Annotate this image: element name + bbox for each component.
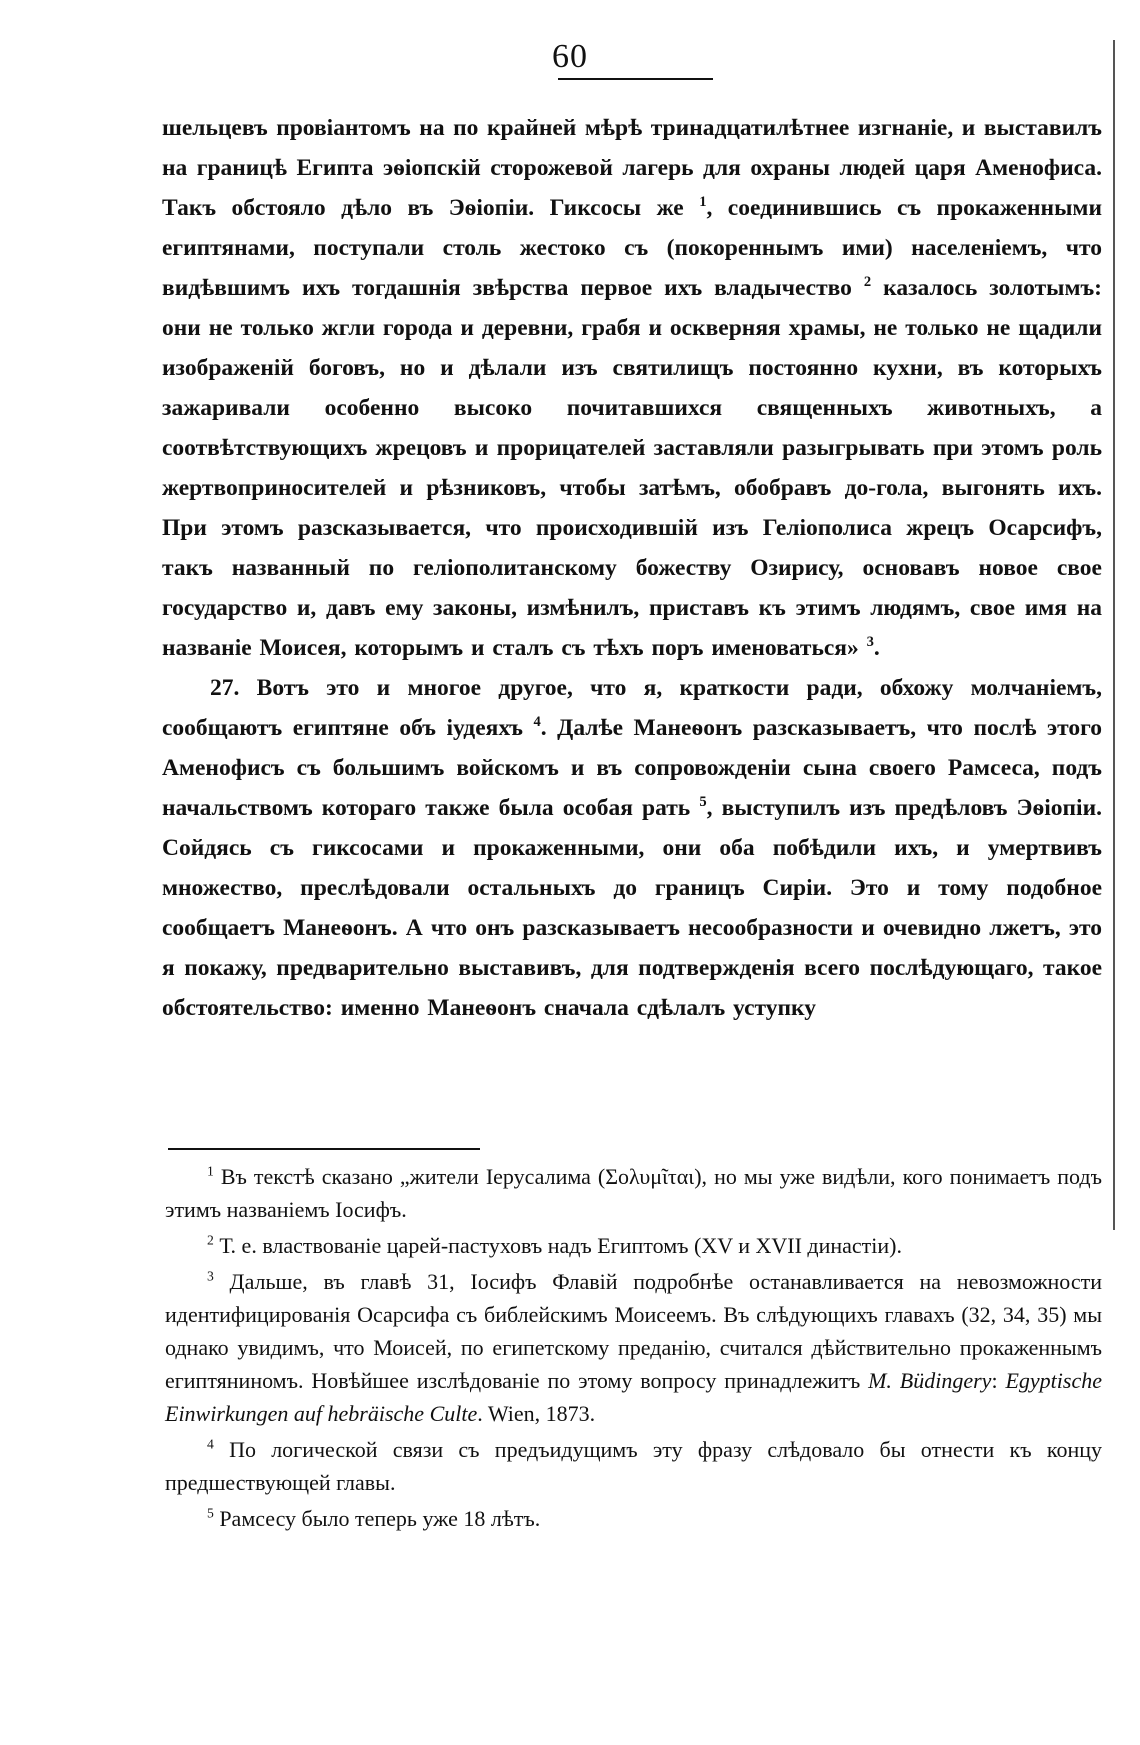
- text-run: Въ текстѣ сказано „жители Іерусалима (Σολυμῖται), но мы уже видѣли, кого понимаетъ подъ этимъ названіемъ Іосифъ.: [165, 1164, 1102, 1222]
- footnote-marker: 1: [207, 1163, 214, 1179]
- text-run: По логической связи съ предъидущимъ эту фразу слѣдовало бы отнести къ концу предшествующей главы.: [165, 1437, 1102, 1495]
- text-run: , выступилъ изъ предѣловъ Эѳіопіи. Сойдясь съ гиксосами и прокаженными, они оба побѣдили ихъ, и умертвивъ множество, преслѣдовали остальныхъ до границъ Сиріи. Это и тому подобное сообщаетъ Манеѳонъ. А что онъ разсказываетъ несообразности и очевидно лжетъ, это я покажу, предварительно выставивъ, для подтвержденія всего послѣдующаго, такое обстоятельство: именно Манеѳонъ сначала сдѣлалъ уступку: [162, 795, 1102, 1021]
- text-run: 27. Вотъ это и многое другое, что я, краткости ради, обхожу молчаніемъ, сообщаютъ египтяне объ іудеяхъ: [162, 675, 1102, 741]
- footnote-marker: 1: [699, 194, 707, 211]
- footnote: [165, 1229, 1102, 1262]
- footnote: [165, 1433, 1102, 1499]
- footnote: [165, 1160, 1102, 1226]
- text-run: . Далѣе Манеѳонъ разсказываетъ, что послѣ этого Аменофисъ съ большимъ войскомъ и въ сопровожденіи сына своего Рамсеса, подъ начальствомъ котораго также была особая рать: [162, 715, 1102, 821]
- text-run: . Wien, 1873.: [477, 1401, 596, 1426]
- paragraph: [162, 108, 1102, 668]
- page-number: 60: [552, 38, 588, 75]
- footnote-marker: 2: [863, 274, 872, 291]
- text-run: .: [873, 635, 880, 661]
- text-run: Egyptische Einwirkungen auf hebräische Culte: [165, 1368, 1102, 1426]
- page-edge-rule: [1113, 40, 1115, 1230]
- text-run: Т. е. властвованіе царей-пастуховъ надъ Египтомъ (XV и XVII династіи).: [213, 1233, 903, 1258]
- footnote-marker: 4: [207, 1436, 214, 1452]
- footnote-separator: [168, 1148, 480, 1150]
- footnote-marker: 5: [699, 794, 707, 811]
- text-run: казалось золотымъ: они не только жгли города и деревни, грабя и оскверняя храмы, не только не щадили изображеній боговъ, но и дѣлали изъ святилищъ постоянно кухни, въ которыхъ зажаривали особенно высоко почитавшихся священныхъ животныхъ, а соотвѣтствующихъ жрецовъ и прорицателей заставляли разыгрывать при этомъ роль жертвоприносителей и рѣзниковъ, чтобы затѣмъ, обобравъ до-гола, выгонять ихъ. При этомъ разсказывается, что происходившій изъ Геліополиса жрецъ Осарсифъ, такъ названный по геліополитанскому божеству Озирису, основавъ новое свое государство и, давъ ему законы, измѣнилъ, приставъ къ этимъ людямъ, свое имя на названіе Моисея, которымъ и сталъ съ тѣхъ поръ именоваться»: [162, 275, 1103, 661]
- main-text: [162, 108, 1102, 1028]
- footnote-marker: 3: [866, 634, 874, 651]
- footnote-marker: 2: [207, 1232, 214, 1248]
- text-run: :: [991, 1368, 1006, 1393]
- paragraph: [162, 668, 1102, 1028]
- text-run: , соединившись съ прокаженными египтянами, поступали столь жестоко съ (покореннымъ ими) населеніемъ, что видѣвшимъ ихъ тогдашнія звѣрства первое ихъ владычество: [162, 195, 1102, 301]
- footnote-marker: 3: [207, 1268, 214, 1284]
- page-number-underline: [558, 78, 713, 80]
- footnote: [165, 1502, 1102, 1535]
- text-run: M. Büdingery: [868, 1368, 992, 1393]
- footnote-marker: 5: [207, 1505, 214, 1521]
- footnotes: [165, 1160, 1102, 1538]
- footnote: [165, 1265, 1102, 1430]
- text-run: Дальше, въ главѣ 31, Іосифъ Флавій подробнѣе останавливается на невозможности идентифицированія Осарсифа съ библейскимъ Моисеемъ. Въ слѣдующихъ главахъ (32, 34, 35) мы однако увидимъ, что Моисей, по египетскому преданію, считался дѣйствительно прокаженнымъ египтяниномъ. Новѣйшее изслѣдованіе по этому вопросу принадлежитъ: [165, 1269, 1102, 1393]
- text-run: Рамсесу было теперь уже 18 лѣтъ.: [213, 1506, 541, 1531]
- footnote-marker: 4: [533, 714, 541, 731]
- text-run: шельцевъ провіантомъ на по крайней мѣрѣ тринадцатилѣтнее изгнаніе, и выставилъ на границѣ Египта эѳіопскій сторожевой лагерь для охраны людей царя Аменофиса. Такъ обстояло дѣло въ Эѳіопіи. Гиксосы же: [162, 115, 1102, 221]
